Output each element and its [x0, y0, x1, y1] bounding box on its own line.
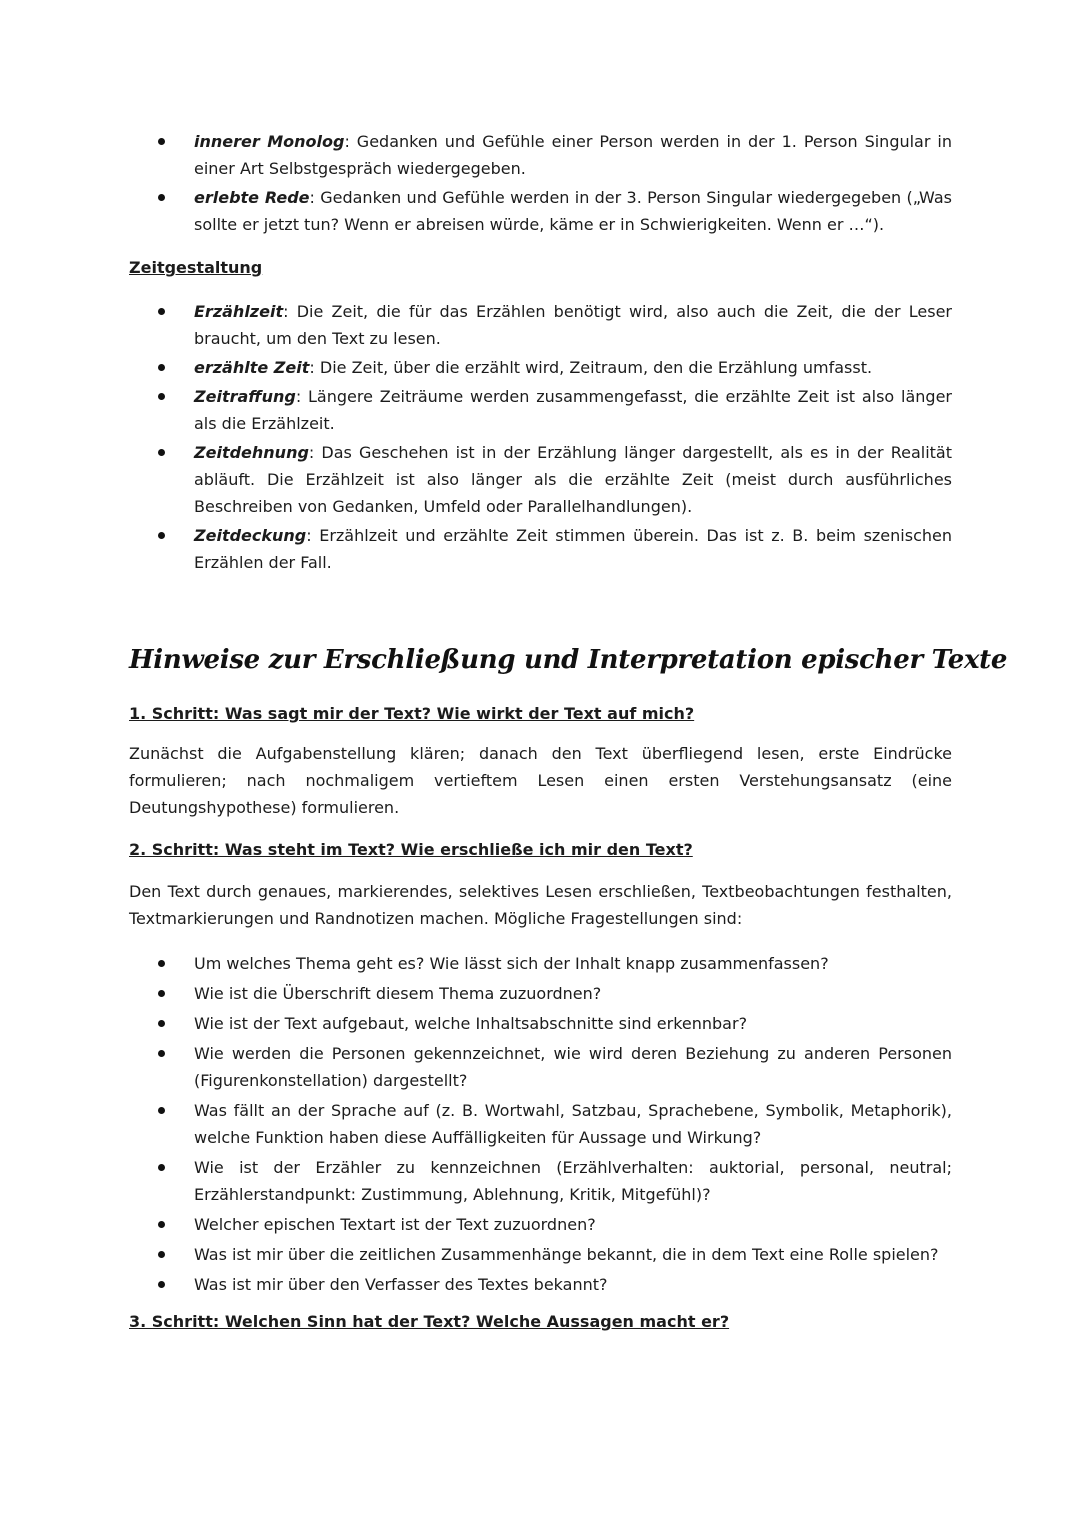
list-item: Welcher epischen Textart ist der Text zuzuordnen? — [194, 1211, 952, 1238]
list-item: Wie ist die Überschrift diesem Thema zuzuordnen? — [194, 980, 952, 1007]
list-item-erzaehlzeit — [194, 298, 952, 352]
term-label: Erzählzeit — [194, 302, 284, 321]
list-item-zeitdeckung — [194, 522, 952, 576]
speech-forms-list — [194, 128, 952, 240]
step3-heading: 3. Schritt: Welchen Sinn hat der Text? Welche Aussagen macht er? — [129, 1312, 730, 1331]
term-definition: : Gedanken und Gefühle werden in der 3. Person Singular wiedergegeben („Was sollte er jetzt tun? Wenn er abreisen würde, käme er in Schwierigkeiten. Wenn er …“). — [194, 188, 952, 234]
term-definition: : Die Zeit, die für das Erzählen benötigt wird, also auch die Zeit, die der Leser braucht, um den Text zu lesen. — [194, 302, 952, 348]
term-definition: : Das Geschehen ist in der Erzählung länger dargestellt, als es in der Realität abläuft. Die Erzählzeit ist also länger als die erzählte Zeit (meist durch ausführliches Beschreiben von Gedanken, Umfeld oder Parallelhandlungen). — [194, 443, 952, 516]
term-definition: : Die Zeit, über die erzählt wird, Zeitraum, den die Erzählung umfasst. — [309, 358, 873, 377]
step2-paragraph: Den Text durch genaues, markierendes, selektives Lesen erschließen, Textbeobachtungen festhalten, Textmarkierungen und Randnotizen machen. Mögliche Fragestellungen sind: — [129, 882, 952, 928]
zeitgestaltung-heading: Zeitgestaltung — [129, 258, 263, 277]
term-label: erzählte Zeit — [194, 358, 310, 377]
term-label: Zeitdeckung — [194, 526, 307, 545]
list-item-zeitdehnung — [194, 439, 952, 520]
list-item: Wie werden die Personen gekennzeichnet, wie wird deren Beziehung zu anderen Personen (Figurenkonstellation) dargestellt? — [194, 1040, 952, 1094]
term-label: Zeitraffung — [194, 387, 296, 406]
term-label: innerer Monolog — [194, 132, 345, 151]
list-item: Was fällt an der Sprache auf (z. B. Wortwahl, Satzbau, Sprachebene, Symbolik, Metaphorik), welche Funktion haben diese Auffälligkeiten für Aussage und Wirkung? — [194, 1097, 952, 1151]
term-definition: : Gedanken und Gefühle einer Person werden in der 1. Person Singular in einer Art Selbstgespräch wiedergegeben. — [194, 132, 952, 178]
list-item: Um welches Thema geht es? Wie lässt sich der Inhalt knapp zusammenfassen? — [194, 950, 952, 977]
step2-heading: 2. Schritt: Was steht im Text? Wie erschließe ich mir den Text? — [129, 840, 693, 859]
section-title: Hinweise zur Erschließung und Interpretation epischer Texte — [129, 645, 1008, 675]
list-item-zeitraffung — [194, 383, 952, 437]
term-label: Zeitdehnung — [194, 443, 309, 462]
list-item: Wie ist der Erzähler zu kennzeichnen (Erzählverhalten: auktorial, personal, neutral; Erzählerstandpunkt: Zustimmung, Ablehnung, Kritik, Mitgefühl)? — [194, 1154, 952, 1208]
list-item-erzaehlte-zeit — [194, 354, 952, 381]
list-item: Was ist mir über den Verfasser des Textes bekannt? — [194, 1271, 952, 1298]
step1-paragraph: Zunächst die Aufgabenstellung klären; danach den Text überfliegend lesen, erste Eindrücke formulieren; nach nochmaligem vertieftem Lesen einen ersten Verstehungsansatz (eine Deutungshypothese) formulieren. — [129, 744, 952, 817]
zeitgestaltung-list — [194, 298, 952, 578]
list-item: Was ist mir über die zeitlichen Zusammenhänge bekannt, die in dem Text eine Rolle spielen? — [194, 1241, 952, 1268]
term-definition: : Erzählzeit und erzählte Zeit stimmen überein. Das ist z. B. beim szenischen Erzählen der Fall. — [194, 526, 952, 572]
questions-list — [194, 950, 952, 1301]
step1-heading: 1. Schritt: Was sagt mir der Text? Wie wirkt der Text auf mich? — [129, 704, 695, 723]
list-item-innerer-monolog — [194, 128, 952, 182]
list-item-erlebte-rede — [194, 184, 952, 238]
term-definition: : Längere Zeiträume werden zusammengefasst, die erzählte Zeit ist also länger als die Erzählzeit. — [194, 387, 952, 433]
list-item: Wie ist der Text aufgebaut, welche Inhaltsabschnitte sind erkennbar? — [194, 1010, 952, 1037]
term-label: erlebte Rede — [194, 188, 310, 207]
